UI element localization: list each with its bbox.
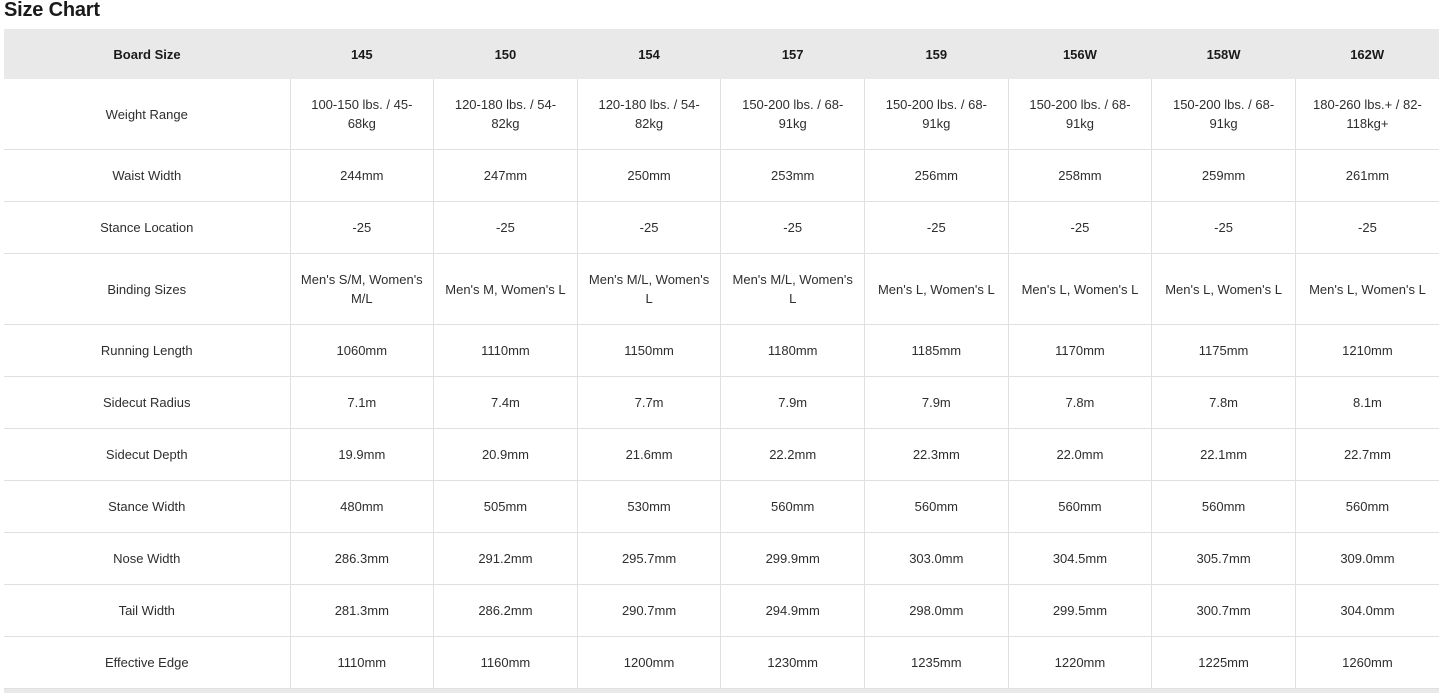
table-cell: 1160mm [434, 637, 578, 689]
table-cell: 22.1mm [1152, 429, 1296, 481]
table-cell: 150-200 lbs. / 68-91kg [721, 79, 865, 150]
table-cell: 1235mm [865, 637, 1009, 689]
table-cell: 22.2mm [721, 429, 865, 481]
table-cell: 7.7m [577, 377, 721, 429]
column-header-158W: 158W [1152, 29, 1296, 79]
table-row [4, 202, 1439, 254]
table-cell: Men's M/L, Women's L [577, 254, 721, 325]
table-cell: 294.9mm [721, 585, 865, 637]
table-cell: 309.0mm [1295, 533, 1439, 585]
table-cell: 299.5mm [1008, 585, 1152, 637]
row-label: Weight Range [4, 79, 290, 150]
table-header [4, 29, 1439, 79]
table-cell: 505mm [434, 481, 578, 533]
table-cell: -25 [865, 202, 1009, 254]
table-cell: 286.2mm [434, 585, 578, 637]
table-cell: 22.3mm [865, 429, 1009, 481]
table-cell: 244mm [290, 150, 434, 202]
table-cell: 560mm [865, 481, 1009, 533]
table-cell: 1060mm [290, 325, 434, 377]
row-label: Binding Sizes [4, 254, 290, 325]
column-header-145: 145 [290, 29, 434, 79]
row-label: Sidecut Radius [4, 377, 290, 429]
table-cell: 7.9m [865, 377, 1009, 429]
table-cell: 256mm [865, 150, 1009, 202]
table-cell: 7.9m [721, 377, 865, 429]
column-header-162W: 162W [1295, 29, 1439, 79]
column-header-156W: 156W [1008, 29, 1152, 79]
table-cell: 295.7mm [577, 533, 721, 585]
table-cell: 120-180 lbs. / 54-82kg [434, 79, 578, 150]
table-cell: 299.9mm [721, 533, 865, 585]
table-cell: 305.7mm [1152, 533, 1296, 585]
table-cell: 303.0mm [865, 533, 1009, 585]
table-cell: -25 [290, 202, 434, 254]
table-cell: 1175mm [1152, 325, 1296, 377]
table-row [4, 325, 1439, 377]
table-cell: 1150mm [577, 325, 721, 377]
table-cell: 1225mm [1152, 637, 1296, 689]
table-cell: 20.9mm [434, 429, 578, 481]
row-label: Tail Width [4, 585, 290, 637]
table-cell: 261mm [1295, 150, 1439, 202]
row-label: Running Length [4, 325, 290, 377]
table-cell: 560mm [1008, 481, 1152, 533]
table-cell: 530mm [577, 481, 721, 533]
column-header-board-size: Board Size [4, 29, 290, 79]
table-row [4, 79, 1439, 150]
row-label: Waist Width [4, 150, 290, 202]
column-header-157: 157 [721, 29, 865, 79]
table-row [4, 637, 1439, 689]
table-row [4, 481, 1439, 533]
table-cell: 180-260 lbs.+ / 82-118kg+ [1313, 97, 1422, 131]
table-row [4, 377, 1439, 429]
table-cell: 22.7mm [1295, 429, 1439, 481]
table-cell: 1180mm [721, 325, 865, 377]
table-cell: 1110mm [290, 637, 434, 689]
table-cell: 304.5mm [1008, 533, 1152, 585]
table-cell: 22.0mm [1008, 429, 1152, 481]
table-body [4, 79, 1439, 688]
row-label: Nose Width [4, 533, 290, 585]
table-cell: 1170mm [1008, 325, 1152, 377]
table-cell: 247mm [434, 150, 578, 202]
column-header-150: 150 [434, 29, 578, 79]
table-cell: 258mm [1008, 150, 1152, 202]
table-cell: Men's L, Women's L [1008, 254, 1152, 325]
table-cell: 291.2mm [434, 533, 578, 585]
table-cell: 7.4m [434, 377, 578, 429]
table-cell: -25 [1295, 202, 1439, 254]
table-cell: 19.9mm [290, 429, 434, 481]
row-label: Effective Edge [4, 637, 290, 689]
table-cell: 286.3mm [290, 533, 434, 585]
table-cell: 560mm [1295, 481, 1439, 533]
table-cell: 7.8m [1008, 377, 1152, 429]
table-cell: 150-200 lbs. / 68-91kg [865, 79, 1009, 150]
table-cell: 7.8m [1152, 377, 1296, 429]
column-header-159: 159 [865, 29, 1009, 79]
table-row [4, 533, 1439, 585]
table-cell: -25 [721, 202, 865, 254]
table-cell: 21.6mm [577, 429, 721, 481]
table-cell: 281.3mm [290, 585, 434, 637]
table-cell: 100-150 lbs. / 45-68kg [290, 79, 434, 150]
table-cell: 7.1m [290, 377, 434, 429]
table-cell: 150-200 lbs. / 68-91kg [1152, 79, 1296, 150]
table-cell: 8.1m [1295, 377, 1439, 429]
row-label: Sidecut Depth [4, 429, 290, 481]
row-label: Stance Width [4, 481, 290, 533]
size-chart-table [4, 29, 1439, 688]
table-cell: 1110mm [434, 325, 578, 377]
table-cell: Men's S/M, Women's M/L [290, 254, 434, 325]
table-cell: 150-200 lbs. / 68-91kg [1008, 79, 1152, 150]
table-cell: Men's M, Women's L [434, 254, 578, 325]
table-cell: Men's L, Women's L [1295, 254, 1439, 325]
page-title: Size Chart [4, 0, 100, 21]
table-cell: 1185mm [865, 325, 1009, 377]
table-cell: 250mm [577, 150, 721, 202]
header-row [4, 29, 1439, 79]
next-section-partial-row [4, 688, 1439, 693]
table-cell: Men's M/L, Women's L [721, 254, 865, 325]
table-cell: -25 [1008, 202, 1152, 254]
table-row [4, 254, 1439, 325]
table-cell: 253mm [721, 150, 865, 202]
table-cell: 1210mm [1295, 325, 1439, 377]
table-cell: 1200mm [577, 637, 721, 689]
table-cell: 300.7mm [1152, 585, 1296, 637]
table-row [4, 429, 1439, 481]
table-cell: 120-180 lbs. / 54-82kg [577, 79, 721, 150]
table-cell: -25 [434, 202, 578, 254]
table-cell: 304.0mm [1295, 585, 1439, 637]
table-cell: 480mm [290, 481, 434, 533]
table-cell: -25 [577, 202, 721, 254]
table-cell: Men's L, Women's L [1152, 254, 1296, 325]
table-cell: 1220mm [1008, 637, 1152, 689]
table-cell: 1230mm [721, 637, 865, 689]
table-row [4, 585, 1439, 637]
row-label: Stance Location [4, 202, 290, 254]
table-cell: 290.7mm [577, 585, 721, 637]
table-cell: -25 [1152, 202, 1296, 254]
column-header-154: 154 [577, 29, 721, 79]
table-row [4, 150, 1439, 202]
table-cell: Men's L, Women's L [865, 254, 1009, 325]
table-cell: 560mm [721, 481, 865, 533]
table-cell: 298.0mm [865, 585, 1009, 637]
table-cell: 1260mm [1295, 637, 1439, 689]
table-cell: 259mm [1152, 150, 1296, 202]
table-cell: 560mm [1152, 481, 1296, 533]
